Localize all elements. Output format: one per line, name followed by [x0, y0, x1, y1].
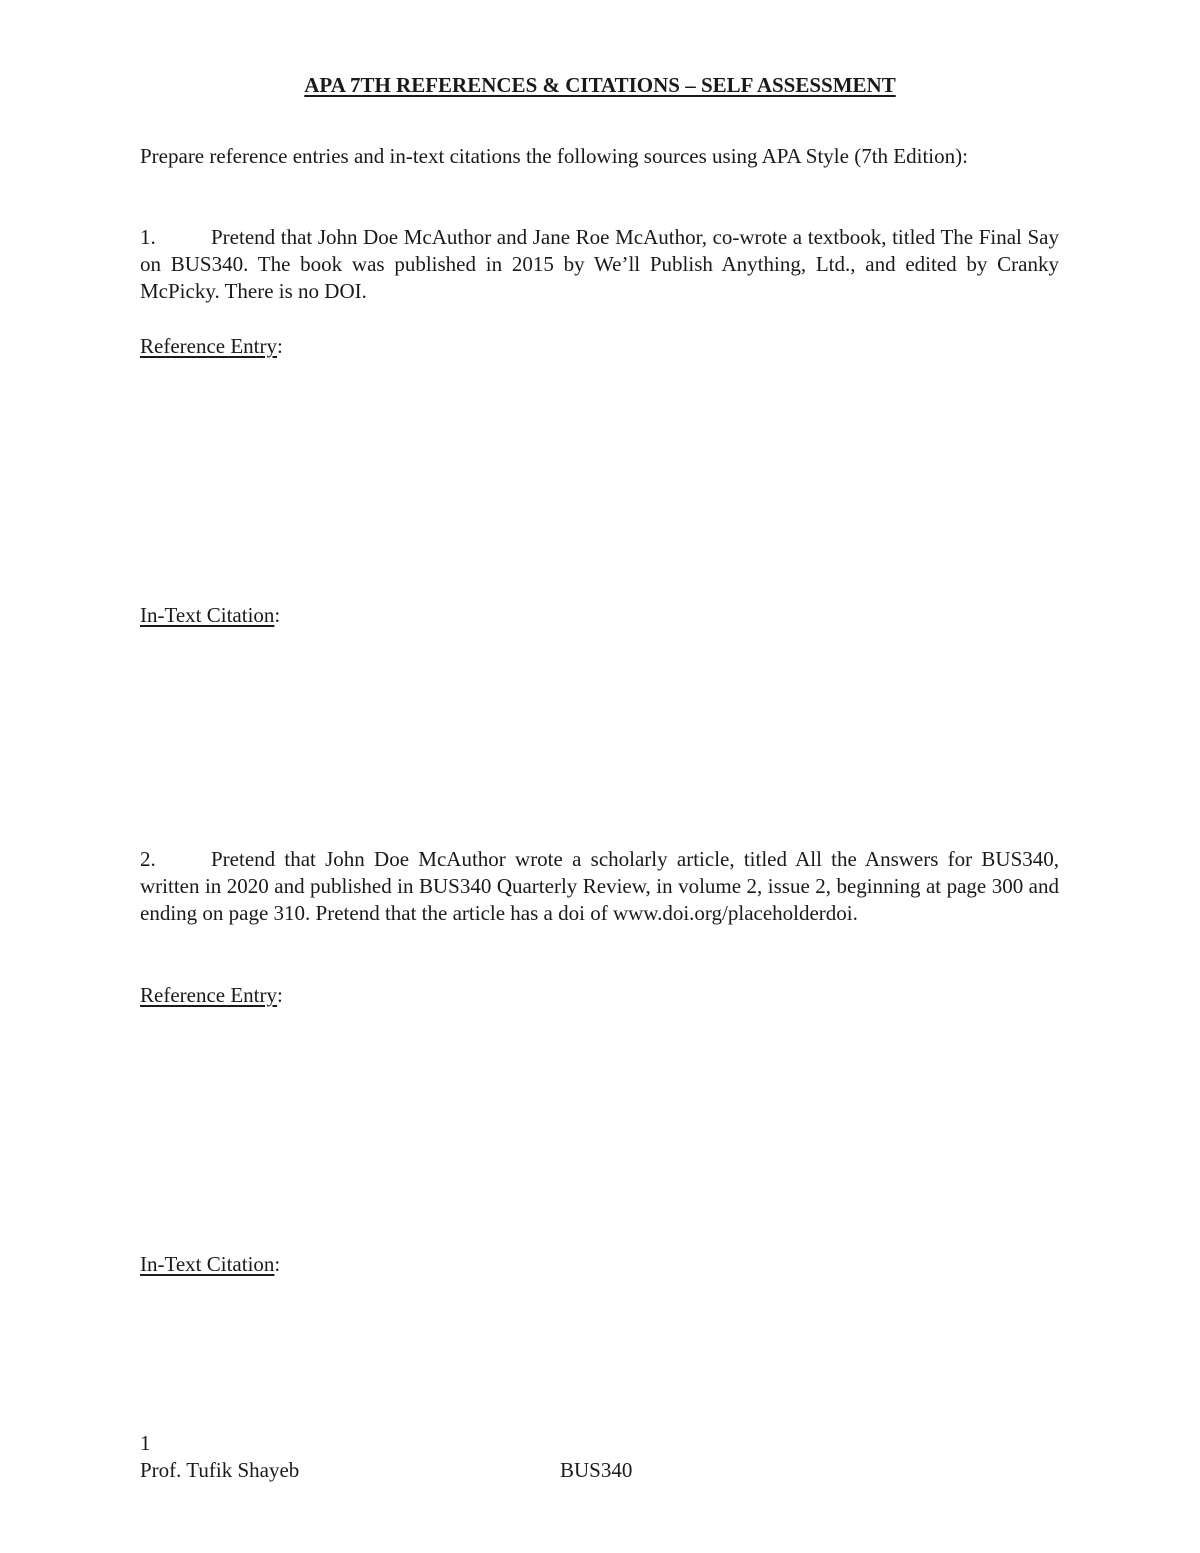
label-colon: :	[274, 1252, 281, 1276]
label-colon: :	[274, 603, 281, 627]
label-colon: :	[277, 334, 283, 358]
question-1-reference-label	[140, 333, 283, 360]
reference-entry-label: Reference Entry	[140, 334, 278, 358]
page-number: 1	[140, 1431, 151, 1455]
question-1	[140, 224, 1059, 305]
question-2	[140, 846, 1059, 927]
question-1-text: Pretend that John Doe McAuthor and Jane Roe McAuthor, co-wrote a textbook, titled The Final Say on BUS340. The book was published in 2015 by We’ll Publish Anything, Ltd., and edited by Cranky McPicky. There is no DOI.	[140, 225, 1059, 303]
instructions-paragraph: Prepare reference entries and in-text citations the following sources using APA Style (7th Edition):	[140, 144, 968, 168]
document-title: APA 7TH REFERENCES & CITATIONS – SELF ASSESSMENT	[304, 73, 896, 97]
question-2-number: 2.	[140, 847, 156, 871]
in-text-citation-label: In-Text Citation	[140, 1252, 275, 1276]
question-2-text: Pretend that John Doe McAuthor wrote a scholarly article, titled All the Answers for BUS340, written in 2020 and published in BUS340 Quarterly Review, in volume 2, issue 2, beginning at page 300 and ending on page 310. Pretend that the article has a doi of www.doi.org/placeholderdoi.	[140, 847, 1059, 925]
footer-author: Prof. Tufik Shayeb	[140, 1458, 300, 1482]
label-colon: :	[277, 983, 283, 1007]
in-text-citation-label: In-Text Citation	[140, 603, 275, 627]
footer-course: BUS340	[560, 1458, 633, 1482]
question-2-reference-label	[140, 982, 283, 1009]
question-2-citation-label	[140, 1251, 280, 1278]
question-1-number: 1.	[140, 225, 156, 249]
question-1-citation-label	[140, 602, 280, 629]
reference-entry-label: Reference Entry	[140, 983, 278, 1007]
